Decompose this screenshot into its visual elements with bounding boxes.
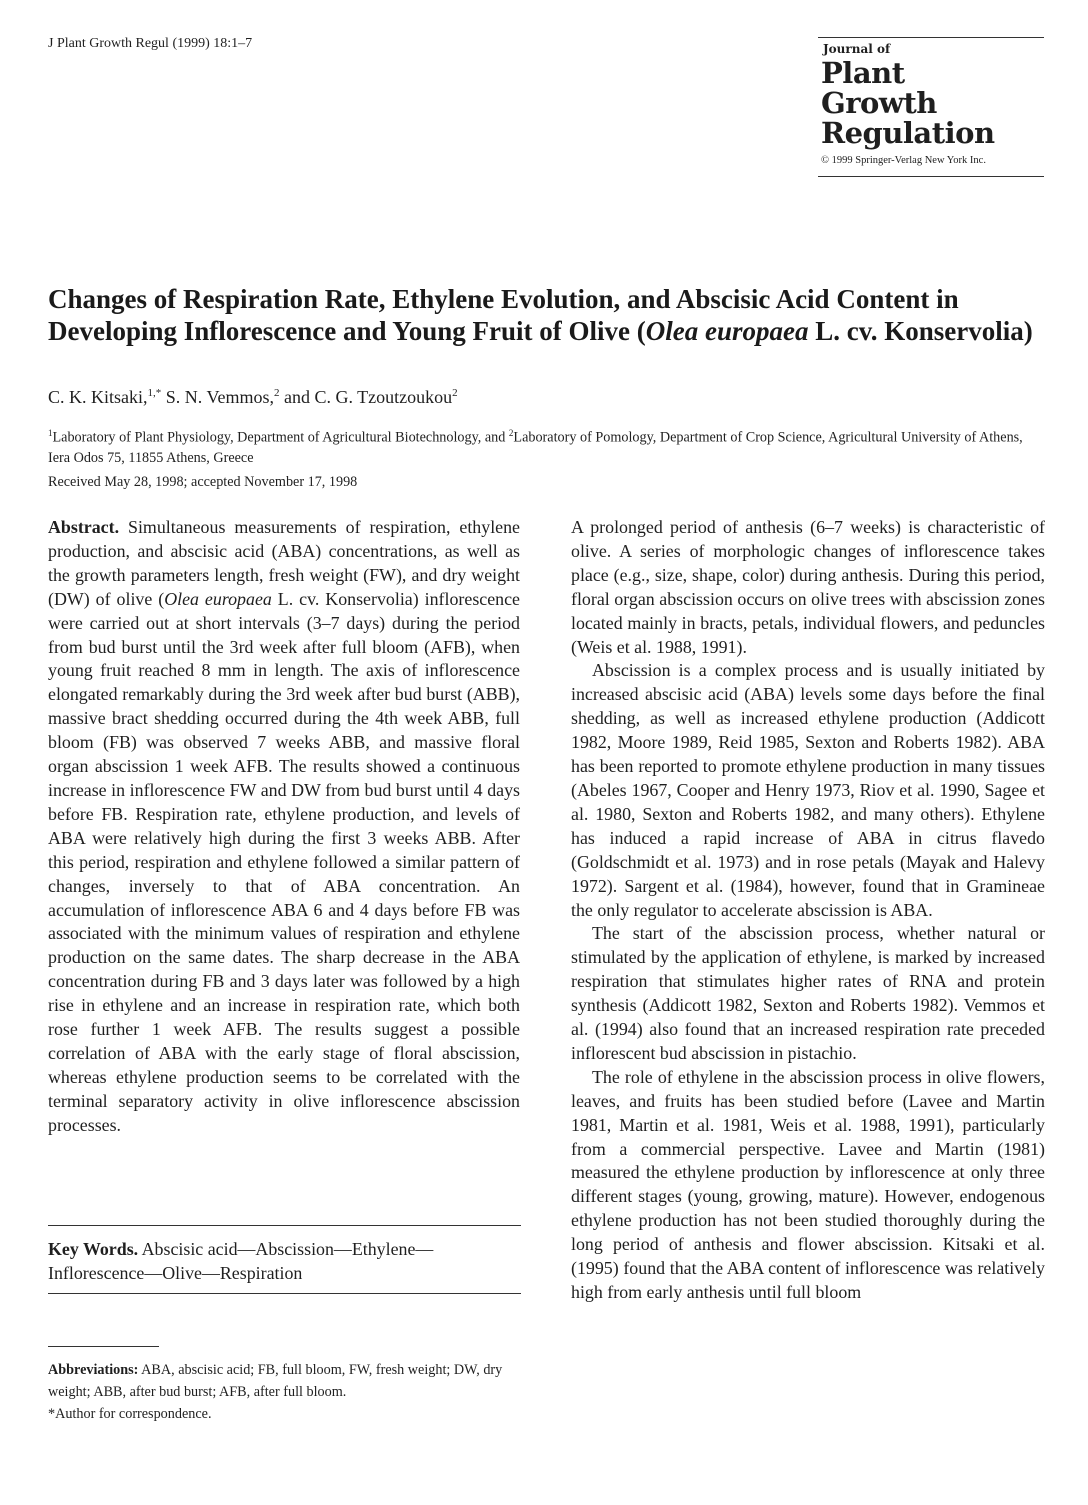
affiliations: $^1$Laboratory of Plant Physiology, Department of Agricultural Biotechnology, and $^2$Laboratory of Pomology, Department of Crop Science, Agricultural University of Athens, Iera Odos 75, 11855 Athens, Greece [48,428,1023,466]
received-dates: Received May 28, 1998; accepted November 17, 1998 [48,474,358,490]
journal-logo-small: Journal of [823,42,891,56]
abstract-label: Abstract. [48,517,120,537]
journal-logo [818,37,1044,177]
author-name: C. K. Kitsaki, [48,387,148,407]
author-name: S. N. Vemmos, [161,387,274,407]
body-paragraph: The role of ethylene in the abscission process in olive flowers, leaves, and fruits has been studied before (Lavee and Martin 1981, Martin et al. 1981, Weis et al. 1988, 1991), particularly from a commercial perspective. Lavee and Martin (1981) measured the ethylene production by inflorescence at only three different stages (young, growing, mature). However, endogenous ethylene production has not been studied thoroughly during the long period of anthesis and flower abscission. Kitsaki et al. (1995) found that the ABA content of inflorescence was relatively high from early anthesis until full bloom [571,1066,1045,1302]
abstract: Abstract. Simultaneous measurements of respiration, ethylene production, and abscisic acid (ABA) concentrations, as well as the growth parameters length, fresh weight (FW), and dry weight (DW) of olive (Olea europaea L. cv. Konservolia) inflorescence were carried out at short intervals (3–7 days) during the period from bud burst until the 3rd week after full bloom (AFB), when young fruit reached 8 mm in length. The axis of inflorescence elongated remarkably during the 3rd week after bud burst (ABB), massive bract shedding occurred during the 4th week ABB, full bloom (FB) was observed 7 weeks ABB, and massive floral organ abscission 1 week AFB. The results showed a continuous increase in inflorescence FW and DW from bud burst until 4 days before FB. Respiration rate, ethylene production, and levels of ABA were relatively high during the first 3 weeks ABB. After this period, respiration and ethylene followed a similar pattern of changes, inversely to that of ABA concentration. An accumulation of inflorescence ABA 6 and 4 days before FB was associated with the minimum values of respiration and ethylene production on the same dates. The sharp decrease in the ABA concentration during FB and 3 days later was followed by a high rise in ethylene and an increase in respiration rate, which both rose further 1 week AFB. The results suggest a possible correlation of ABA with the early stage of floral abscission, whereas ethylene production seems to be correlated with the terminal separatory activity in olive inflorescence abscission processes. [48,517,520,1135]
keywords-top-rule [48,1225,521,1226]
journal-logo-line-regulation: Regulation [821,116,995,150]
correspondence-note: *Author for correspondence. [48,1406,212,1422]
keywords-bottom-rule [48,1293,521,1294]
body-paragraph: The start of the abscission process, whether natural or stimulated by the application of ethylene, is marked by increased respiration that stimulates higher rates of RNA and protein synthesis (Addicott 1982, Sexton and Roberts 1982). Vemmos et al. (1994) also found that an increased respiration rate preceded inflorescent bud abscission in pistachio. [571,923,1045,1063]
body-paragraph: A prolonged period of anthesis (6–7 weeks) is characteristic of olive. A series of morphologic changes of inflorescence takes place (e.g., size, shape, color) during anthesis. During this period, floral organ abscission occurs on olive trees with abscission zones located mainly in bracts, petals, individual flowers, and peduncles (Weis et al. 1988, 1991). [571,517,1045,657]
article-title: Changes of Respiration Rate, Ethylene Evolution, and Abscisic Acid Content in Developing Inflorescence and Young Fruit of Olive (Olea europaea L. cv. Konservolia) [48,284,1033,346]
abbreviations-label: Abbreviations: [48,1362,139,1378]
journal-logo-line-plant: Plant [821,56,905,90]
keywords: Key Words. Abscisic acid—Abscission—Ethylene—Inflorescence—Olive—Respiration [48,1239,434,1283]
journal-logo-line-growth: Growth [821,86,937,120]
author-list: C. K. Kitsaki,$^{1,*}$ S. N. Vemmos,$^2$ and C. G. Tzoutzoukou$^2$ [48,387,458,407]
keywords-label: Key Words. [48,1239,139,1259]
journal-citation: J Plant Growth Regul (1999) 18:1–7 [48,36,253,51]
body-paragraph: Abscission is a complex process and is usually initiated by increased abscisic acid (ABA) levels some days before the final shedding, as well as increased ethylene production (Addicott 1982, Moore 1989, Reid 1985, Sexton and Roberts 1982). ABA has been reported to promote ethylene production in many tissues (Abeles 1967, Cooper and Henry 1973, Riov et al. 1990, Sagee et al. 1980, Sexton and Roberts 1982, and many others). Ethylene has induced a rapid increase of ABA in citrus flavedo (Goldschmidt et al. 1973) and in rose petals (Mayak and Halevy 1972). Sargent et al. (1984), however, found that in Gramineae the only regulator to accelerate abscission is ABA. [571,660,1045,920]
footnote: Abbreviations: ABA, abscisic acid; FB, full bloom, FW, fresh weight; DW, dry weight; ABB, after bud burst; AFB, after full bloom. *Author for correspondence. [48,1359,528,1425]
author-name: and C. G. Tzoutzoukou [279,387,453,407]
footnote-rule [48,1346,159,1347]
body-text [571,516,1045,1305]
copyright-notice: © 1999 Springer-Verlag New York Inc. [821,155,986,166]
